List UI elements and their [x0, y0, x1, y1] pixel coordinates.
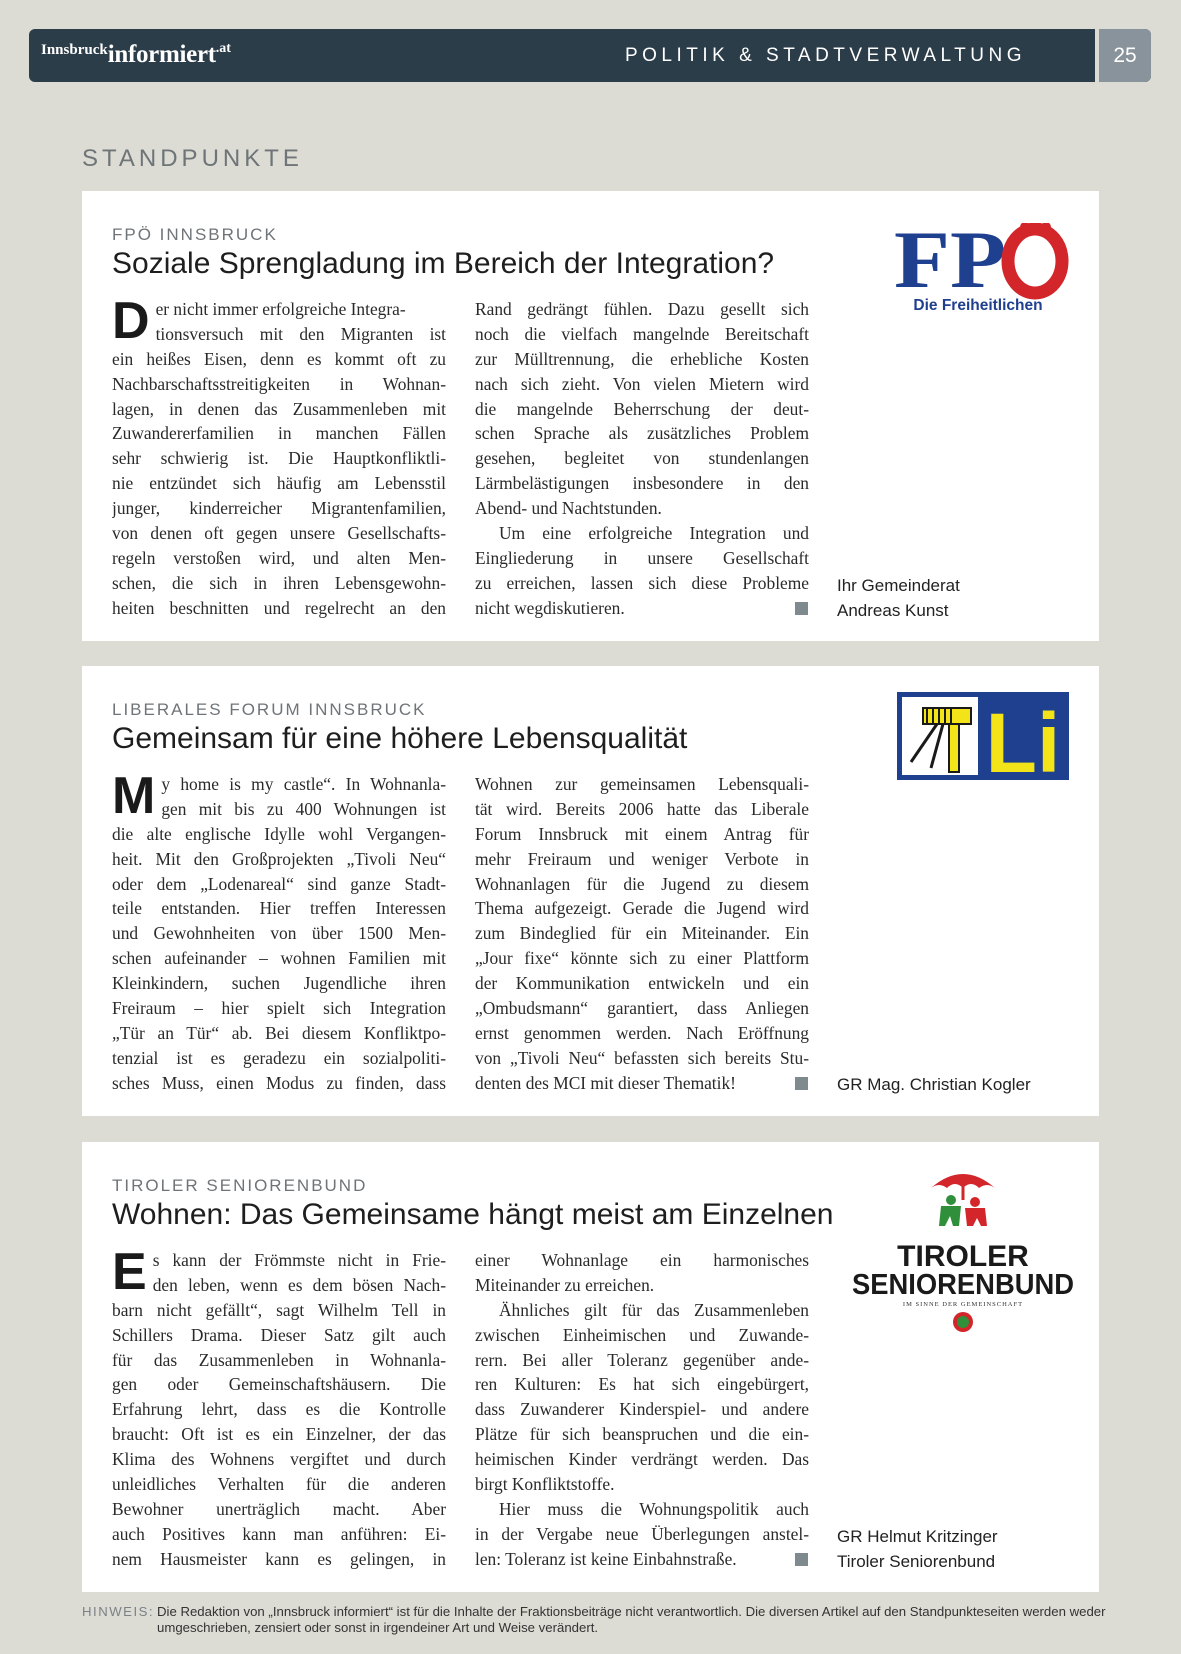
- seniorenbund-logo-line1: TIROLER: [897, 1240, 1029, 1273]
- text-line: Forum Innsbruck mit einem Antrag für: [475, 823, 809, 844]
- text-line: Um eine erfolgreiche Integration und: [499, 523, 809, 544]
- text-line: und Gewohnheiten von über 1500 Men-: [112, 923, 446, 944]
- text-line: len: Toleranz ist keine Einbahnstraße.: [475, 1548, 737, 1569]
- text-line: tät wird. Bereits 2006 hatte das Liberale: [475, 798, 809, 819]
- text-line: tenzial ist es geradezu ein sozialpoliti-: [112, 1047, 446, 1068]
- text-line: teile entstanden. Hier treffen Interessen: [112, 898, 446, 919]
- brand-logo[interactable]: [41, 41, 231, 69]
- text-line: zwischen Einheimischen und Zuwande-: [475, 1324, 809, 1345]
- brand-suffix: .at: [215, 41, 231, 56]
- text-line: s kann der Frömmste nicht in Frie-: [152, 1250, 446, 1270]
- text-line: schen aufeinander – wohnen Familien mit: [112, 948, 446, 969]
- article-column-1: [112, 767, 446, 1096]
- text-line: Hier muss die Wohnungspolitik auch: [499, 1498, 809, 1519]
- seniorenbund-logo: [847, 1166, 1079, 1334]
- text-line: braucht: Oft ist es ein Einzelner, der das: [112, 1424, 446, 1445]
- article-author: [837, 1072, 1031, 1097]
- text-line: oder dem „Lodenareal“ sind ganze Stadt-: [112, 873, 446, 894]
- text-line: y home is my castle“. In Wohnanla-: [161, 774, 446, 794]
- text-line: sehr schwierig ist. Die Hauptkonfliktli-: [112, 448, 446, 469]
- text-line: zum Bindeglied für ein Miteinander. Ein: [475, 923, 809, 944]
- end-marker: [795, 602, 808, 615]
- text-line: von denen oft gegen unsere Gesellschafts-: [112, 523, 446, 544]
- svg-text:FP: FP: [894, 223, 1006, 305]
- article-fpoe: [82, 191, 1099, 641]
- text-line: dass Zuwanderer Kinderspiel- und andere: [475, 1399, 809, 1420]
- text-line: „Ombudsmann“ garantiert, dass Anliegen: [475, 998, 809, 1019]
- text-line: junger, kinderreicher Migrantenfamilien,: [112, 498, 446, 519]
- text-line: auch Positives kann man anführen: Ei-: [112, 1523, 446, 1544]
- text-line: Thema aufgezeigt. Gerade die Jugend wird: [475, 898, 809, 919]
- text-line: barn nicht gefällt“, sagt Wilhelm Tell in: [112, 1299, 446, 1320]
- text-line: einer Wohnanlage ein harmonisches: [475, 1250, 809, 1270]
- article-column-2: [475, 297, 809, 621]
- fpoe-logo: [892, 223, 1074, 315]
- text-line: schen Sprache als zusätzliches Problem: [475, 423, 809, 444]
- article-author: [837, 573, 960, 623]
- author-organisation: Tiroler Seniorenbund: [837, 1552, 996, 1571]
- text-line: Plätze für sich beanspruchen und die ein-: [475, 1424, 809, 1445]
- text-line: gen oder Gemeinschaftshäusern. Die: [112, 1374, 446, 1395]
- brand-small: Innsbruck: [41, 42, 108, 58]
- text-line: Bewohner unerträglich macht. Aber: [112, 1498, 446, 1519]
- text-line: tionsversuch mit den Migranten ist: [155, 323, 446, 344]
- author-name: Andreas Kunst: [837, 601, 949, 620]
- text-line: nem Hausmeister kann es gelingen, in: [112, 1548, 446, 1569]
- article-headline: Wohnen: Das Gemeinsame hängt meist am Einzelnen: [112, 1198, 834, 1231]
- text-line: zu erreichen, lassen sich diese Probleme: [475, 572, 809, 593]
- text-line: Abend- und Nachtstunden.: [475, 498, 662, 519]
- text-line: ein heißes Eisen, denn es kommt oft zu: [112, 348, 446, 369]
- text-line: Klima des Wohnens vergiftet und durch: [112, 1449, 446, 1470]
- article-headline: Gemeinsam für eine höhere Lebensqualität: [112, 722, 688, 755]
- author-name: GR Mag. Christian Kogler: [837, 1075, 1031, 1094]
- drop-cap: M: [112, 767, 156, 825]
- liberales-forum-logo: [897, 692, 1069, 780]
- article-headline: Soziale Sprengladung im Bereich der Integration?: [112, 247, 775, 280]
- end-marker: [795, 1077, 808, 1090]
- article-seniorenbund: [82, 1142, 1099, 1592]
- text-line: „Tür an Tür“ ab. Bei diesem Konfliktpo-: [112, 1022, 446, 1043]
- text-line: „Jour fixe“ könnte sich zu einer Plattform: [475, 948, 809, 969]
- drop-cap: E: [112, 1243, 147, 1301]
- article-column-1: [112, 1243, 446, 1572]
- text-line: Kleinkindern, suchen Jugendliche ihren: [112, 973, 446, 994]
- text-line: birgt Konfliktstoffe.: [475, 1474, 615, 1495]
- text-line: die mangelnde Beherrschung der deut-: [475, 398, 809, 419]
- text-line: Miteinander zu erreichen.: [475, 1274, 655, 1295]
- text-line: nach sich zieht. Von vielen Mietern wird: [475, 373, 809, 394]
- brand-big: informiert: [107, 41, 216, 68]
- article-liberales-forum: [82, 666, 1099, 1116]
- text-line: schen, die sich in ihren Lebensgewohn-: [112, 572, 446, 593]
- text-line: von „Tivoli Neu“ befassten sich bereits Stu-: [475, 1047, 809, 1068]
- text-line: Wohnen zur gemeinsamen Lebensquali-: [475, 774, 809, 794]
- text-line: Rand gedrängt fühlen. Dazu gesellt sich: [475, 299, 809, 319]
- text-line: nicht wegdiskutieren.: [475, 597, 625, 618]
- footer-text: Die Redaktion von „Innsbruck informiert“ ist für die Inhalte der Fraktionsbeiträge nicht verantwortlich. Die diversen Artikel auf den Standpunkteseiten werden weder umgeschrieben, zensiert oder sonst in irgendeiner Art und Weise verändert.: [157, 1604, 1106, 1635]
- text-line: mehr Freiraum und weniger Verbote in: [475, 848, 809, 869]
- text-line: Wohnanlagen für die Jugend zu diesem: [475, 873, 809, 894]
- text-line: Schillers Drama. Dieser Satz gilt auch: [112, 1324, 446, 1345]
- text-line: heimischen Kinder verdrängt werden. Das: [475, 1449, 809, 1470]
- text-line: denten des MCI mit dieser Thematik!: [475, 1072, 736, 1093]
- seniorenbund-logo-tagline: IM SINNE DER GEMEINSCHAFT: [902, 1301, 1024, 1308]
- section-label: STANDPUNKTE: [82, 145, 303, 172]
- text-line: für das Zusammenleben in Wohnanla-: [112, 1349, 446, 1370]
- li-logo-text: Li: [985, 696, 1061, 780]
- text-line: er nicht immer erfolgreiche Integra-: [155, 299, 406, 319]
- text-line: Zuwandererfamilien in manchen Fällen: [112, 423, 446, 444]
- section-title: POLITIK & STADTVERWALTUNG: [624, 45, 1026, 66]
- footer-label: HINWEIS:: [82, 1604, 155, 1619]
- header-bar: [29, 29, 1151, 82]
- text-line: den leben, wenn es dem bösen Nach-: [152, 1274, 446, 1295]
- text-line: heiten beschnitten und regelrecht an den: [112, 597, 446, 618]
- text-line: der Kommunikation entwickeln und ein: [475, 973, 809, 994]
- text-line: sches Muss, einen Modus zu finden, dass: [112, 1072, 446, 1093]
- text-line: Ähnliches gilt für das Zusammenleben: [499, 1299, 809, 1320]
- text-line: die alte englische Idylle wohl Vergangen-: [112, 823, 446, 844]
- text-line: unleidliches Verhalten für die anderen: [112, 1474, 446, 1495]
- article-kicker: LIBERALES FORUM INNSBRUCK: [112, 700, 427, 719]
- article-column-1: [112, 292, 446, 621]
- text-line: Freiraum – hier spielt sich Integration: [112, 998, 446, 1019]
- text-line: zur Mülltrennung, die erhebliche Kosten: [475, 348, 809, 369]
- author-name: GR Helmut Kritzinger: [837, 1527, 998, 1546]
- text-line: gesehen, begleitet von stundenlangen: [475, 448, 809, 469]
- article-kicker: TIROLER SENIORENBUND: [112, 1176, 368, 1195]
- text-line: in der Vergabe neue Überlegungen anstel-: [475, 1523, 809, 1544]
- text-line: Nachbarschaftsstreitigkeiten in Wohnan-: [112, 373, 446, 394]
- text-line: heit. Mit den Großprojekten „Tivoli Neu“: [112, 848, 446, 869]
- seniorenbund-logo-line2: SENIORENBUND: [852, 1269, 1074, 1301]
- article-column-2: [475, 772, 809, 1096]
- drop-cap: D: [112, 292, 150, 350]
- article-kicker: FPÖ INNSBRUCK: [112, 225, 278, 244]
- text-line: nie entzündet sich häufig am Lebensstil: [112, 473, 446, 494]
- end-marker: [795, 1553, 808, 1566]
- text-line: noch die vielfach mangelnde Bereitschaft: [475, 323, 809, 344]
- page-number: 25: [1099, 29, 1151, 82]
- fpoe-logo-subtitle: Die Freiheitlichen: [913, 297, 1043, 314]
- text-line: gen mit bis zu 400 Wohnungen ist: [161, 798, 446, 819]
- article-author: [837, 1524, 998, 1574]
- text-line: ernst genommen werden. Nach Eröffnung: [475, 1022, 809, 1043]
- text-line: Eingliederung in unsere Gesellschaft: [475, 547, 809, 568]
- author-title: Ihr Gemeinderat: [837, 576, 960, 595]
- text-line: regeln verstoßen wird, und alten Men-: [112, 547, 446, 568]
- text-line: rern. Bei aller Toleranz gegenüber ande-: [475, 1349, 809, 1370]
- text-line: Lärmbelästigungen insbesondere in den: [475, 473, 809, 494]
- article-column-2: [475, 1248, 809, 1572]
- text-line: Erfahrung lehrt, dass es die Kontrolle: [112, 1399, 446, 1420]
- text-line: lagen, in denen das Zusammenleben mit: [112, 398, 446, 419]
- text-line: ren Kulturen: Es hat sich eingebürgert,: [475, 1374, 809, 1395]
